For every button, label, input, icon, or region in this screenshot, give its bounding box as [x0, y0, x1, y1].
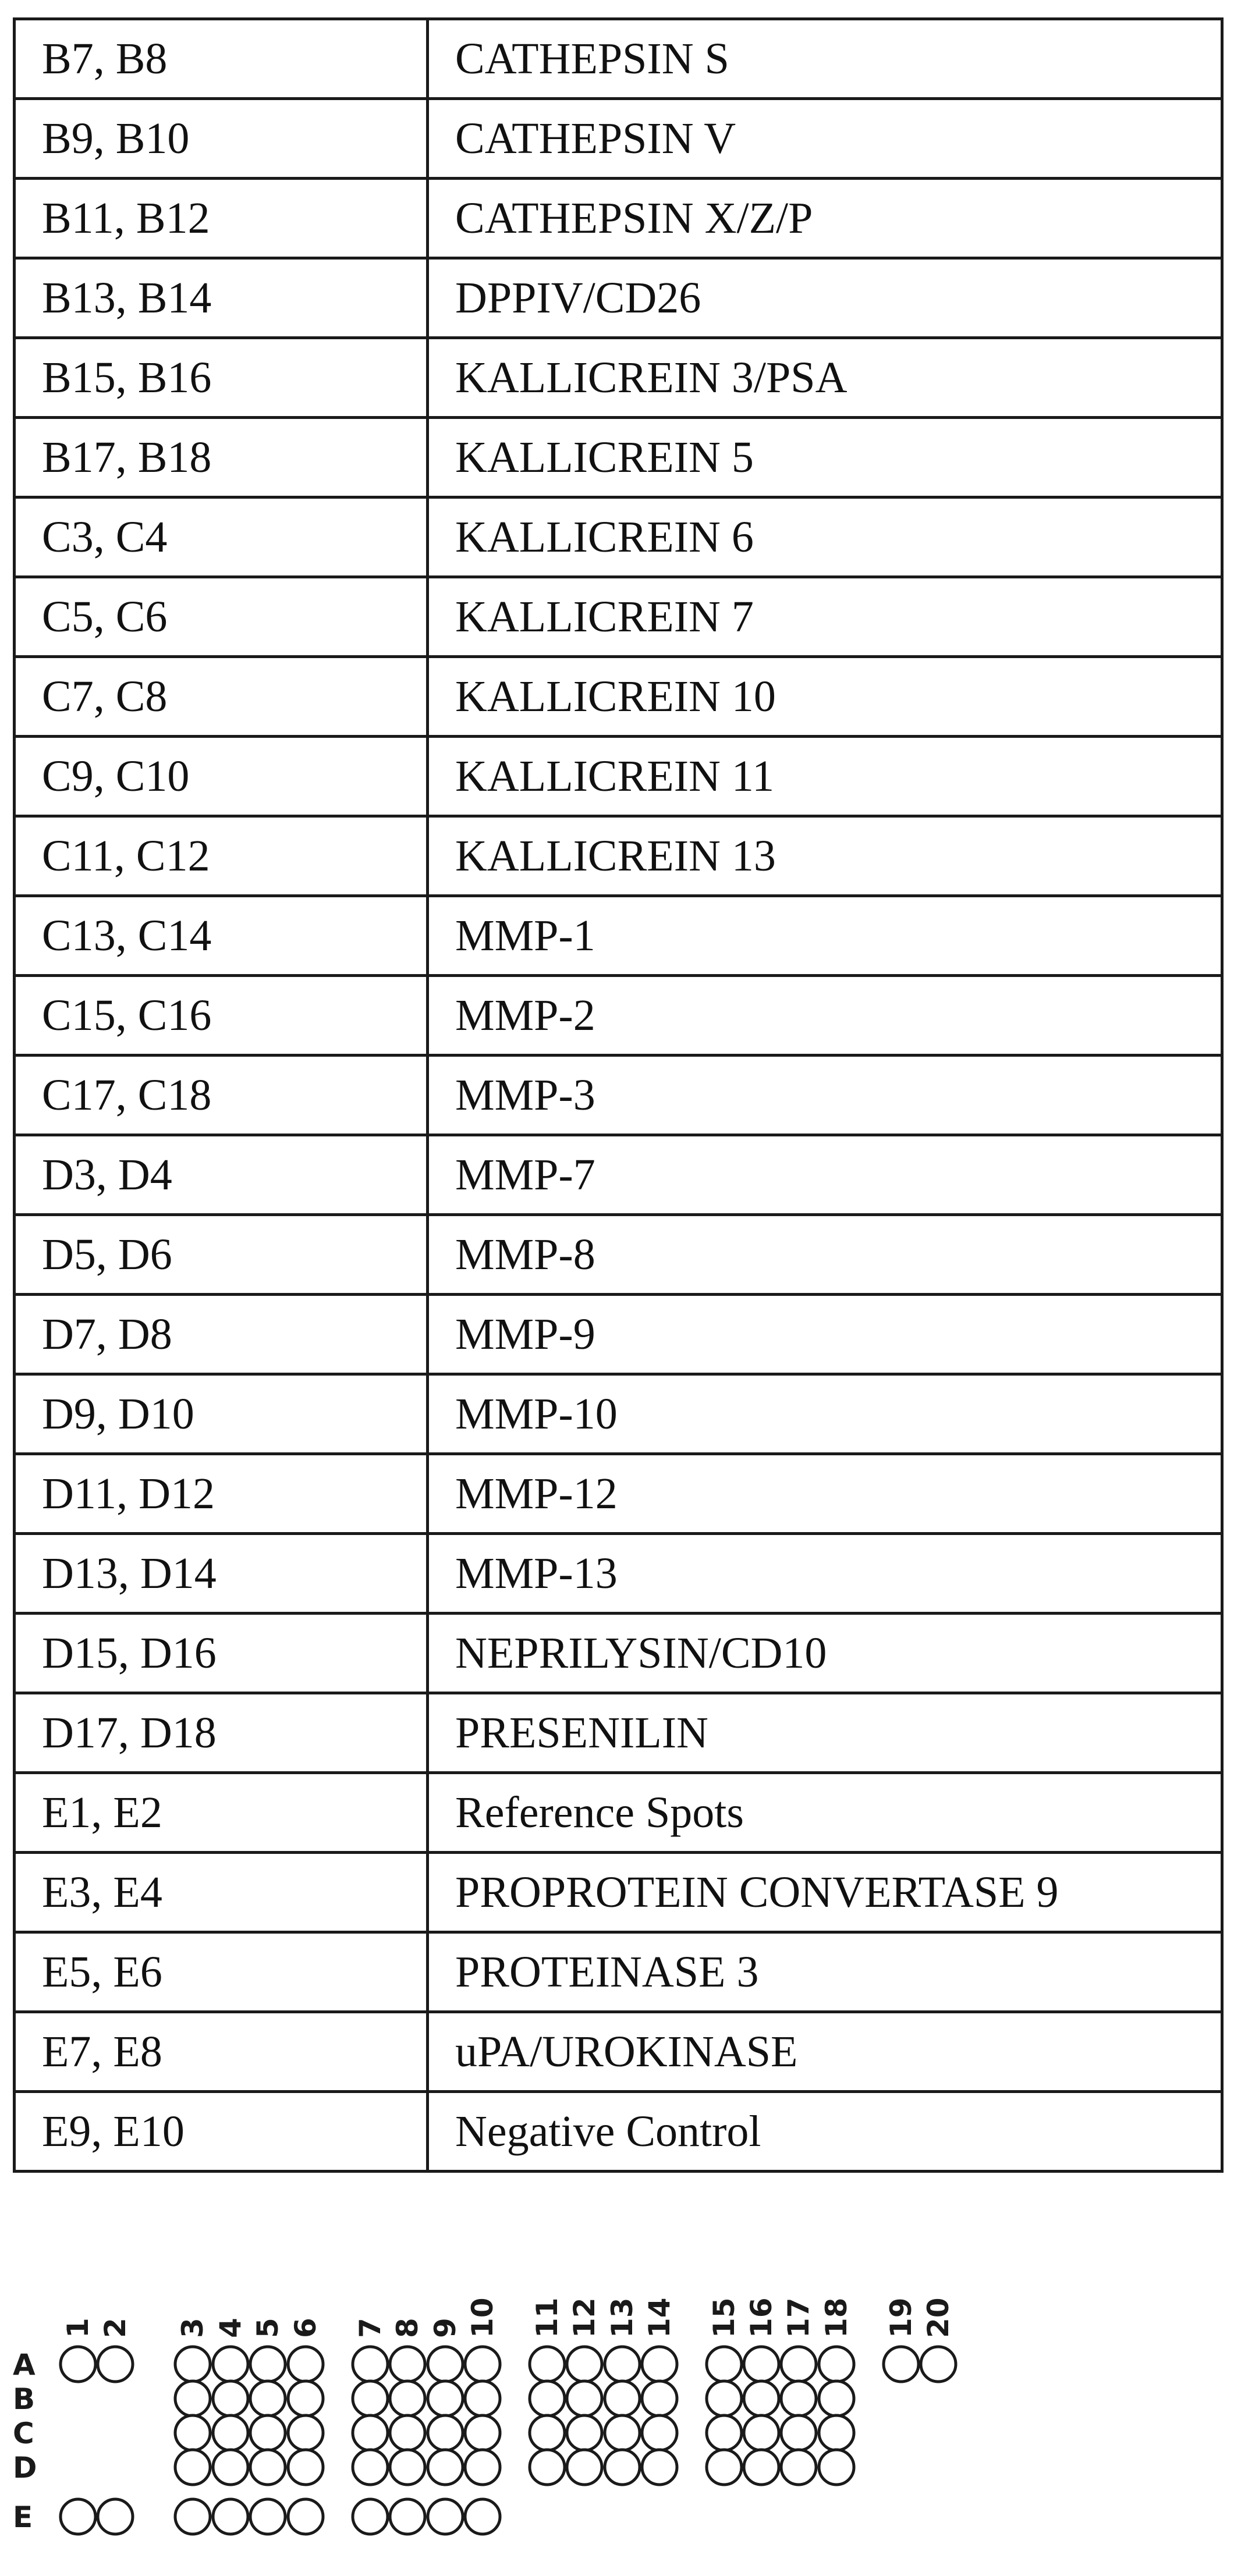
array-spot [921, 2347, 956, 2382]
target-cell: MMP-2 [428, 976, 1222, 1056]
coordinate-cell: C17, C18 [15, 1056, 428, 1135]
array-spot [213, 2499, 248, 2534]
column-label: 11 [530, 2297, 564, 2338]
array-spot [744, 2450, 779, 2485]
array-spot [567, 2381, 602, 2416]
array-spot [530, 2381, 565, 2416]
table-row [15, 1534, 1222, 1614]
array-spot [744, 2381, 779, 2416]
array-spot [175, 2499, 210, 2534]
array-spot [390, 2499, 425, 2534]
target-cell: MMP-8 [428, 1215, 1222, 1295]
assignment-table-body [15, 19, 1222, 2172]
array-spot [781, 2347, 816, 2382]
coordinate-cell: C13, C14 [15, 896, 428, 976]
coordinate-cell: C7, C8 [15, 657, 428, 737]
coordinate-cell: E7, E8 [15, 2012, 428, 2092]
target-cell: Negative Control [428, 2092, 1222, 2172]
array-spot [353, 2415, 388, 2450]
table-row [15, 19, 1222, 99]
target-cell: CATHEPSIN S [428, 19, 1222, 99]
table-row [15, 1693, 1222, 1773]
array-spot [530, 2450, 565, 2485]
column-label: 15 [707, 2297, 741, 2338]
target-cell: KALLICREIN 7 [428, 577, 1222, 657]
target-cell: PRESENILIN [428, 1693, 1222, 1773]
coordinate-cell: D5, D6 [15, 1215, 428, 1295]
row-label: E [13, 2500, 33, 2534]
array-spot [530, 2415, 565, 2450]
coordinate-cell: D13, D14 [15, 1534, 428, 1614]
array-spot [819, 2381, 854, 2416]
coordinate-cell: D9, D10 [15, 1374, 428, 1454]
row-label: A [13, 2348, 36, 2382]
array-spot [250, 2381, 285, 2416]
target-cell: KALLICREIN 5 [428, 418, 1222, 498]
column-label: 20 [921, 2297, 955, 2338]
array-spot [642, 2347, 677, 2382]
column-label: 6 [289, 2318, 322, 2338]
target-cell: NEPRILYSIN/CD10 [428, 1614, 1222, 1693]
array-spot [781, 2381, 816, 2416]
array-spot [390, 2381, 425, 2416]
row-label: B [13, 2382, 36, 2416]
coordinate-cell: E3, E4 [15, 1853, 428, 1932]
column-label: 17 [782, 2297, 815, 2338]
coordinate-cell: B13, B14 [15, 258, 428, 338]
array-spot [428, 2381, 463, 2416]
array-spot [428, 2347, 463, 2382]
array-spot [567, 2450, 602, 2485]
column-label: 10 [466, 2297, 499, 2338]
array-spot [465, 2347, 500, 2382]
target-cell: MMP-1 [428, 896, 1222, 976]
column-label: 13 [605, 2297, 639, 2338]
table-row [15, 2092, 1222, 2172]
table-row [15, 2012, 1222, 2092]
table-row [15, 1853, 1222, 1932]
target-cell: KALLICREIN 11 [428, 737, 1222, 816]
array-spot [428, 2499, 463, 2534]
array-spot [605, 2381, 640, 2416]
target-cell: MMP-3 [428, 1056, 1222, 1135]
array-spot [175, 2381, 210, 2416]
array-spot [288, 2499, 323, 2534]
array-spot [781, 2450, 816, 2485]
array-spot [465, 2381, 500, 2416]
table-row [15, 1135, 1222, 1215]
table-row [15, 1215, 1222, 1295]
array-spot [61, 2499, 95, 2534]
array-spot [642, 2381, 677, 2416]
array-spot [213, 2415, 248, 2450]
table-row [15, 418, 1222, 498]
array-spot [744, 2415, 779, 2450]
coordinate-cell: C9, C10 [15, 737, 428, 816]
array-map-diagram [0, 2269, 1234, 2576]
array-spot [605, 2415, 640, 2450]
table-row [15, 1614, 1222, 1693]
array-spot [428, 2415, 463, 2450]
array-spot [390, 2450, 425, 2485]
coordinate-cell: D11, D12 [15, 1454, 428, 1534]
coordinate-cell: B9, B10 [15, 99, 428, 179]
array-spot [707, 2450, 742, 2485]
target-cell: CATHEPSIN V [428, 99, 1222, 179]
column-label: 14 [643, 2297, 676, 2338]
coordinate-cell: B7, B8 [15, 19, 428, 99]
array-spot [744, 2347, 779, 2382]
array-spot [250, 2450, 285, 2485]
coordinate-cell: E9, E10 [15, 2092, 428, 2172]
array-spot [819, 2347, 854, 2382]
table-row [15, 99, 1222, 179]
coordinate-cell: C3, C4 [15, 498, 428, 577]
array-spot [353, 2347, 388, 2382]
array-spot [605, 2450, 640, 2485]
array-spot [175, 2415, 210, 2450]
coordinate-cell: D17, D18 [15, 1693, 428, 1773]
array-spot [288, 2450, 323, 2485]
row-label: C [13, 2417, 34, 2450]
coordinate-cell: C5, C6 [15, 577, 428, 657]
array-spot [353, 2450, 388, 2485]
column-label: 19 [884, 2297, 918, 2338]
coordinate-cell: C15, C16 [15, 976, 428, 1056]
array-spot [213, 2450, 248, 2485]
coordinate-cell: C11, C12 [15, 816, 428, 896]
target-cell: uPA/UROKINASE [428, 2012, 1222, 2092]
array-spot [288, 2381, 323, 2416]
target-cell: KALLICREIN 10 [428, 657, 1222, 737]
array-spot [781, 2415, 816, 2450]
array-spot [353, 2499, 388, 2534]
table-row [15, 1773, 1222, 1853]
coordinate-cell: D3, D4 [15, 1135, 428, 1215]
array-spot [98, 2499, 133, 2534]
coordinate-cell: B17, B18 [15, 418, 428, 498]
table-row [15, 1056, 1222, 1135]
column-label: 5 [251, 2318, 285, 2338]
array-spot [288, 2347, 323, 2382]
array-spot [884, 2347, 919, 2382]
table-row [15, 498, 1222, 577]
target-cell: PROTEINASE 3 [428, 1932, 1222, 2012]
target-cell: MMP-10 [428, 1374, 1222, 1454]
array-spot [707, 2415, 742, 2450]
array-spot [465, 2415, 500, 2450]
coordinate-cell: E5, E6 [15, 1932, 428, 2012]
array-spot [707, 2347, 742, 2382]
array-spot [353, 2381, 388, 2416]
array-spot [428, 2450, 463, 2485]
array-spot [819, 2450, 854, 2485]
table-row [15, 577, 1222, 657]
table-row [15, 816, 1222, 896]
table-row [15, 976, 1222, 1056]
array-spot [819, 2415, 854, 2450]
array-map [0, 2269, 1234, 2576]
row-label: D [13, 2451, 37, 2485]
table-row [15, 1374, 1222, 1454]
array-spot [390, 2415, 425, 2450]
coordinate-cell: B11, B12 [15, 179, 428, 258]
array-spot [175, 2450, 210, 2485]
column-label: 1 [61, 2318, 95, 2338]
column-label: 4 [214, 2318, 247, 2338]
target-cell: CATHEPSIN X/Z/P [428, 179, 1222, 258]
array-spot [250, 2415, 285, 2450]
target-cell: PROPROTEIN CONVERTASE 9 [428, 1853, 1222, 1932]
table-row [15, 657, 1222, 737]
target-cell: MMP-9 [428, 1295, 1222, 1374]
table-row [15, 338, 1222, 418]
coordinate-cell: D15, D16 [15, 1614, 428, 1693]
array-spot [250, 2499, 285, 2534]
target-cell: DPPIV/CD26 [428, 258, 1222, 338]
array-spot [642, 2450, 677, 2485]
target-cell: KALLICREIN 6 [428, 498, 1222, 577]
array-spot [213, 2381, 248, 2416]
array-spot [567, 2415, 602, 2450]
array-spot [213, 2347, 248, 2382]
assignment-table [13, 17, 1224, 2173]
column-label: 18 [820, 2297, 853, 2338]
array-spot [465, 2450, 500, 2485]
array-spot [61, 2347, 95, 2382]
table-row [15, 1295, 1222, 1374]
array-spot [98, 2347, 133, 2382]
table-row [15, 1932, 1222, 2012]
array-spot [288, 2415, 323, 2450]
coordinate-cell: B15, B16 [15, 338, 428, 418]
table-row [15, 1454, 1222, 1534]
target-cell: MMP-12 [428, 1454, 1222, 1534]
column-label: 7 [353, 2318, 387, 2338]
column-label: 2 [98, 2318, 132, 2338]
array-spot [707, 2381, 742, 2416]
target-cell: MMP-7 [428, 1135, 1222, 1215]
column-label: 9 [428, 2318, 462, 2338]
coordinate-cell: E1, E2 [15, 1773, 428, 1853]
column-label: 3 [176, 2318, 210, 2338]
table-row [15, 896, 1222, 976]
table-row [15, 258, 1222, 338]
table-row [15, 737, 1222, 816]
array-spot [250, 2347, 285, 2382]
target-cell: MMP-13 [428, 1534, 1222, 1614]
array-spot [175, 2347, 210, 2382]
array-spot [530, 2347, 565, 2382]
target-cell: KALLICREIN 13 [428, 816, 1222, 896]
array-spot [390, 2347, 425, 2382]
array-spot [642, 2415, 677, 2450]
column-label: 8 [391, 2318, 424, 2338]
target-cell: Reference Spots [428, 1773, 1222, 1853]
array-spot [605, 2347, 640, 2382]
column-label: 16 [744, 2297, 778, 2338]
column-label: 12 [568, 2297, 601, 2338]
array-spot [465, 2499, 500, 2534]
array-spot [567, 2347, 602, 2382]
coordinate-cell: D7, D8 [15, 1295, 428, 1374]
target-cell: KALLICREIN 3/PSA [428, 338, 1222, 418]
table-row [15, 179, 1222, 258]
